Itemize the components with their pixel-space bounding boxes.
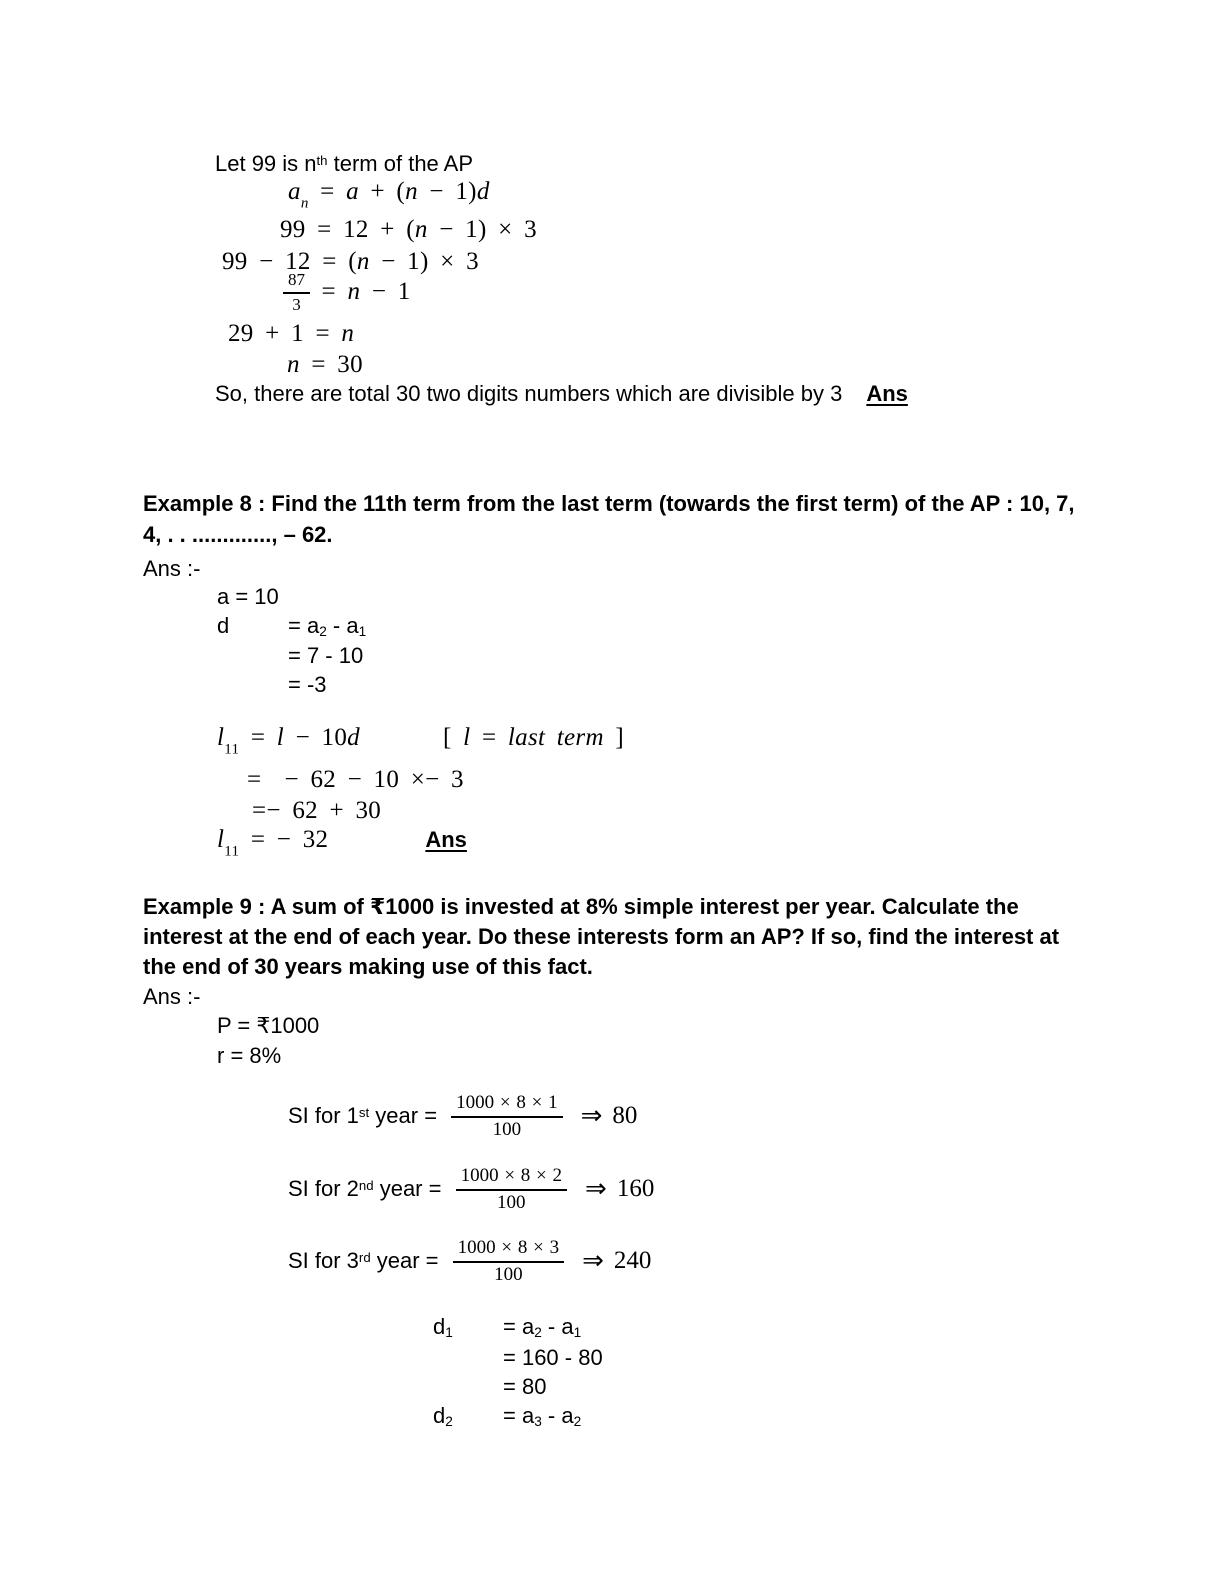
- ex8-ans-badge: Ans: [425, 827, 467, 852]
- ex9-si-row-3: [288, 1238, 651, 1284]
- ex8-l11-equation: $l_{11} = l - 10d$: [217, 724, 360, 758]
- ex9-d-line-3: = 80: [503, 1374, 547, 1399]
- si-1-label: SI for 1st year =: [288, 1103, 444, 1129]
- ex8-l11-line-2: = − 62 − 10 ×− 3: [247, 766, 464, 793]
- ex8-d-row: [217, 612, 366, 640]
- si-2-fraction: [456, 1165, 567, 1213]
- ex8-d-value: = $a_2 - a_1$: [288, 613, 367, 639]
- si-3-fraction: [453, 1237, 564, 1285]
- s1-fraction: [283, 270, 310, 313]
- ex9-rate-line: r = 8%: [217, 1043, 282, 1068]
- s1-equation-4: [283, 270, 411, 314]
- ex9-heading-line-3: the end of 30 years making use of this fact.: [143, 954, 593, 979]
- si-3-result: 240: [613, 1247, 652, 1275]
- ex9-d2-value: = $a_3 - a_2$: [503, 1403, 582, 1429]
- implies-arrow-icon: ⇒: [585, 1173, 607, 1204]
- fraction-numerator: 1000 × 8 × 1: [451, 1092, 562, 1117]
- ex8-l11-line-3: =− 62 + 30: [252, 797, 382, 824]
- ex8-d-line-2: = 7 - 10: [288, 643, 364, 668]
- ex9-principal-line: P = ₹1000: [217, 1013, 320, 1038]
- fraction-denominator: 3: [292, 294, 301, 314]
- ex9-heading-line-1: Example 9 : A sum of ₹1000 is invested at 8% simple interest per year. Calculate the: [143, 894, 1019, 919]
- ex8-heading-line-2: 4, . . ............., – 62.: [143, 522, 333, 547]
- fraction-denominator: 100: [492, 1118, 522, 1140]
- implies-arrow-icon: ⇒: [582, 1245, 604, 1276]
- ex9-d1-label: $d_1$: [433, 1314, 453, 1340]
- ex9-d1-row: [433, 1313, 581, 1341]
- implies-arrow-icon: ⇒: [580, 1100, 603, 1131]
- ex8-l11-result: $l_{11}$ = − 32: [217, 826, 329, 860]
- ex8-d-label: d: [217, 613, 230, 638]
- s1-ans-label: Ans: [866, 381, 908, 406]
- s1-equation-3: 99 − 12 = (n − 1) × 3: [222, 248, 479, 275]
- ex8-heading-line-1: Example 8 : Find the 11th term from the last term (towards the first term) of the AP : 10, 7,: [143, 491, 1075, 516]
- si-2-label: SI for 2nd year =: [288, 1176, 448, 1202]
- s1-equation-6: n = 30: [287, 351, 363, 378]
- ex9-d-line-2: = 160 - 80: [503, 1345, 603, 1370]
- ex9-d2-label: $d_2$: [433, 1403, 453, 1429]
- s1-equation-an: $a_n = a + (n - 1)d$: [288, 178, 490, 212]
- ex8-ans-label: Ans :-: [143, 556, 201, 581]
- s1-equation-4-rhs: = n − 1: [310, 278, 411, 306]
- ex8-a-line: a = 10: [217, 584, 279, 609]
- si-1-fraction: [451, 1092, 562, 1140]
- s1-conclusion-text: So, there are total 30 two digits numbers which are divisible by 3: [215, 381, 843, 406]
- s1-conclusion-line: [215, 380, 908, 408]
- si-1-result: 80: [612, 1102, 638, 1130]
- si-2-result: 160: [616, 1175, 655, 1203]
- ex9-ans-label: Ans :-: [143, 984, 201, 1009]
- fraction-numerator: 87: [283, 270, 310, 293]
- si-3-label: SI for 3rd year =: [288, 1248, 445, 1274]
- fraction-denominator: 100: [497, 1191, 526, 1213]
- s1-equation-5: 29 + 1 = n: [228, 320, 355, 347]
- ex8-l11-result-line: [217, 824, 467, 861]
- fraction-numerator: 1000 × 8 × 3: [453, 1237, 564, 1262]
- fraction-denominator: 100: [494, 1263, 523, 1285]
- ex8-l11-line-1: [217, 722, 624, 759]
- ex9-d2-row: [433, 1402, 581, 1430]
- ex9-si-row-2: [288, 1166, 654, 1212]
- ex9-si-row-1: [288, 1093, 637, 1139]
- ex8-d-line-3: = -3: [288, 672, 327, 697]
- fraction-numerator: 1000 × 8 × 2: [456, 1165, 567, 1190]
- ex9-heading-line-2: interest at the end of each year. Do these interests form an AP? If so, find the interest at: [143, 924, 1060, 949]
- ex8-last-term-note: [ l = last term ]: [442, 724, 624, 751]
- s1-equation-2: 99 = 12 + (n − 1) × 3: [280, 216, 537, 243]
- s1-intro-line: Let 99 is $n^{th}$ term of the AP: [215, 151, 474, 176]
- ex9-d1-value: = $a_2 - a_1$: [503, 1314, 582, 1340]
